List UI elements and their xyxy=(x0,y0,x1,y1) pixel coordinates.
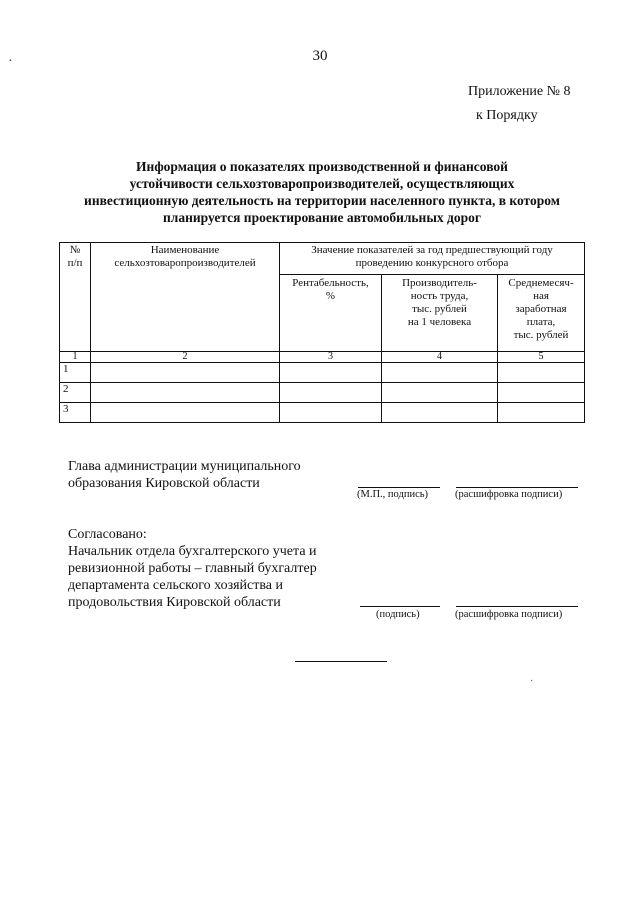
signature-line xyxy=(358,487,440,488)
header-number: № п/п xyxy=(60,243,91,352)
producer-name-cell xyxy=(91,363,280,383)
title-line-1: Информация о показателях производственной и финансовой xyxy=(136,159,508,174)
table-row xyxy=(60,363,585,383)
signature-caption: (подпись) xyxy=(376,609,420,620)
accountant-title-line: продовольствия Кировской области xyxy=(68,595,281,610)
column-number: 3 xyxy=(280,352,382,363)
producer-name-cell xyxy=(91,383,280,403)
accountant-title-line: Начальник отдела бухгалтерского учета и xyxy=(68,544,317,559)
agreed-label: Согласовано: xyxy=(68,527,147,542)
signature-line xyxy=(360,606,440,607)
table-row xyxy=(60,383,585,403)
table-header-row xyxy=(60,243,585,275)
profitability-cell xyxy=(280,363,382,383)
header-average-salary: Среднемесяч- ная заработная плата, тыс. рублей xyxy=(498,275,585,352)
agreed-block xyxy=(68,526,317,611)
column-number: 5 xyxy=(498,352,585,363)
column-number-row xyxy=(60,352,585,363)
accountant-title-line: департамента сельского хозяйства и xyxy=(68,578,283,593)
salary-cell xyxy=(498,383,585,403)
header-profitability: Рентабельность, % xyxy=(280,275,382,352)
appendix-label: Приложение № 8 xyxy=(468,84,571,99)
head-admin-title: Глава администрации муниципального образования Кировской области xyxy=(68,459,301,491)
row-number: 3 xyxy=(60,403,91,423)
column-number: 1 xyxy=(60,352,91,363)
signature-decode-line xyxy=(456,606,578,607)
title-line-4: планируется проектирование автомобильных дорог xyxy=(163,210,481,225)
indicators-table xyxy=(59,242,585,423)
salary-cell xyxy=(498,403,585,423)
productivity-cell xyxy=(382,383,498,403)
column-number: 4 xyxy=(382,352,498,363)
scan-artifact-dot: · xyxy=(8,54,13,69)
title-line-2: устойчивости сельхозтоваропроизводителей, осуществляющих xyxy=(129,176,515,191)
header-labor-productivity: Производитель- ность труда, тыс. рублей на 1 человека xyxy=(382,275,498,352)
profitability-cell xyxy=(280,383,382,403)
header-indicator-values: Значение показателей за год предшествующий году проведению конкурсного отбора xyxy=(280,243,585,275)
header-producer-name: Наименование сельхозтоваропроизводителей xyxy=(91,243,280,352)
profitability-cell xyxy=(280,403,382,423)
signature-decode-line xyxy=(456,487,578,488)
table-row xyxy=(60,403,585,423)
productivity-cell xyxy=(382,403,498,423)
column-number: 2 xyxy=(91,352,280,363)
accountant-title-line: ревизионной работы – главный бухгалтер xyxy=(68,561,317,576)
appendix-reference: к Порядку xyxy=(476,108,538,123)
document-title xyxy=(60,158,584,226)
row-number: 2 xyxy=(60,383,91,403)
signature-decode-caption: (расшифровка подписи) xyxy=(455,489,563,500)
signature-decode-caption: (расшифровка подписи) xyxy=(455,609,563,620)
row-number: 1 xyxy=(60,363,91,383)
producer-name-cell xyxy=(91,403,280,423)
signature-caption: (М.П., подпись) xyxy=(357,489,429,500)
scan-artifact-mark: · xyxy=(530,676,534,687)
salary-cell xyxy=(498,363,585,383)
page-number: 30 xyxy=(312,48,328,64)
end-of-document-rule xyxy=(295,661,387,662)
productivity-cell xyxy=(382,363,498,383)
title-line-3: инвестиционную деятельность на территории населенного пункта, в котором xyxy=(84,193,560,208)
